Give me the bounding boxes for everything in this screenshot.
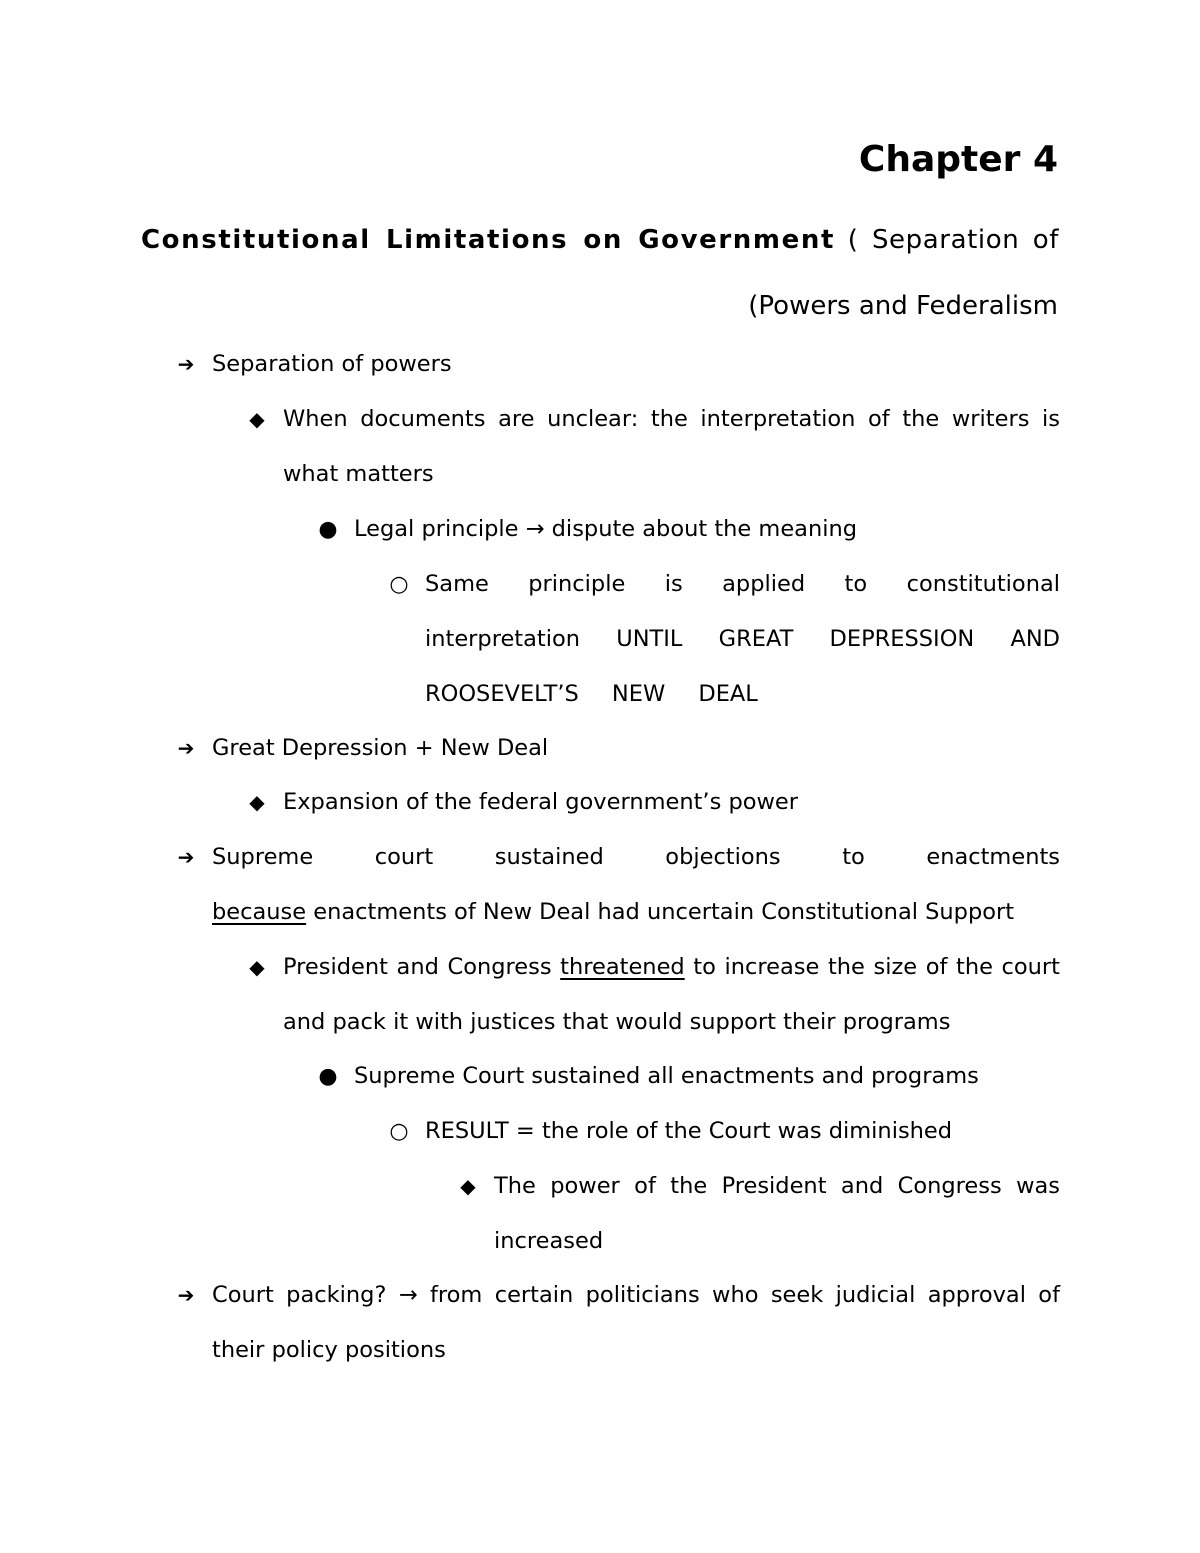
arrow-bullet-icon: ➔ [177, 1283, 195, 1307]
document-title-line-1 [141, 224, 1059, 256]
list-item [354, 502, 1060, 557]
list-item [212, 830, 1060, 940]
underlined-word: threatened [560, 954, 685, 980]
list-item-text-part: to increase the size of the court and pack it with justices that would support their programs [283, 954, 1060, 1035]
list-item [212, 337, 1060, 392]
list-item-text: RESULT = the role of the Court was diminished [425, 1118, 953, 1144]
disc-bullet-icon: ● [318, 517, 338, 542]
list-item [283, 940, 1060, 1050]
list-item [212, 1268, 1060, 1378]
list-item-text: Same principle is applied to constitutional interpretation UNTIL GREAT DEPRESSION AND ROOSEVELT’S NEW DEAL [425, 571, 1060, 707]
circle-bullet-icon: ○ [389, 572, 409, 597]
list-item-text: When documents are unclear: the interpretation of the writers is what matters [283, 406, 1060, 487]
list-item-text: Supreme Court sustained all enactments and programs [354, 1063, 979, 1089]
list-item-text [283, 940, 1060, 1050]
list-item [425, 1104, 1060, 1159]
diamond-bullet-icon: ◆ [249, 407, 265, 431]
list-item [494, 1159, 1060, 1269]
list-item [425, 557, 1060, 722]
underlined-word: because [212, 899, 307, 925]
diamond-bullet-icon: ◆ [249, 790, 265, 814]
list-item-text: Great Depression + New Deal [212, 735, 549, 761]
arrow-bullet-icon: ➔ [177, 845, 195, 869]
diamond-bullet-icon: ◆ [460, 1174, 476, 1198]
list-item-text: Legal principle → dispute about the meaning [354, 516, 858, 542]
list-item-text-part: Supreme court sustained objections to enactments [212, 844, 1060, 870]
list-item-text: Expansion of the federal government’s power [283, 789, 798, 815]
disc-bullet-icon: ● [318, 1064, 338, 1089]
list-item [283, 392, 1060, 502]
list-item-text-part: enactments of New Deal had uncertain Constitutional Support [306, 899, 1015, 925]
chapter-heading: Chapter 4 [858, 139, 1058, 180]
title-bold-part: Constitutional Limitations on Government [141, 225, 835, 255]
list-item-text: Court packing? → from certain politicians who seek judicial approval of their policy positions [212, 1282, 1060, 1363]
list-item [283, 775, 1060, 830]
list-item-text: Separation of powers [212, 351, 452, 377]
list-item-text [212, 830, 1060, 940]
list-item [354, 1049, 1060, 1104]
arrow-bullet-icon: ➔ [177, 352, 195, 376]
list-item [212, 721, 1060, 776]
diamond-bullet-icon: ◆ [249, 955, 265, 979]
title-normal-part: ( Separation of [847, 225, 1059, 255]
circle-bullet-icon: ○ [389, 1119, 409, 1144]
list-item-text: The power of the President and Congress was increased [494, 1173, 1060, 1254]
list-item-text-part: President and Congress [283, 954, 561, 980]
document-title-line-2: (Powers and Federalism [748, 291, 1058, 321]
arrow-bullet-icon: ➔ [177, 736, 195, 760]
